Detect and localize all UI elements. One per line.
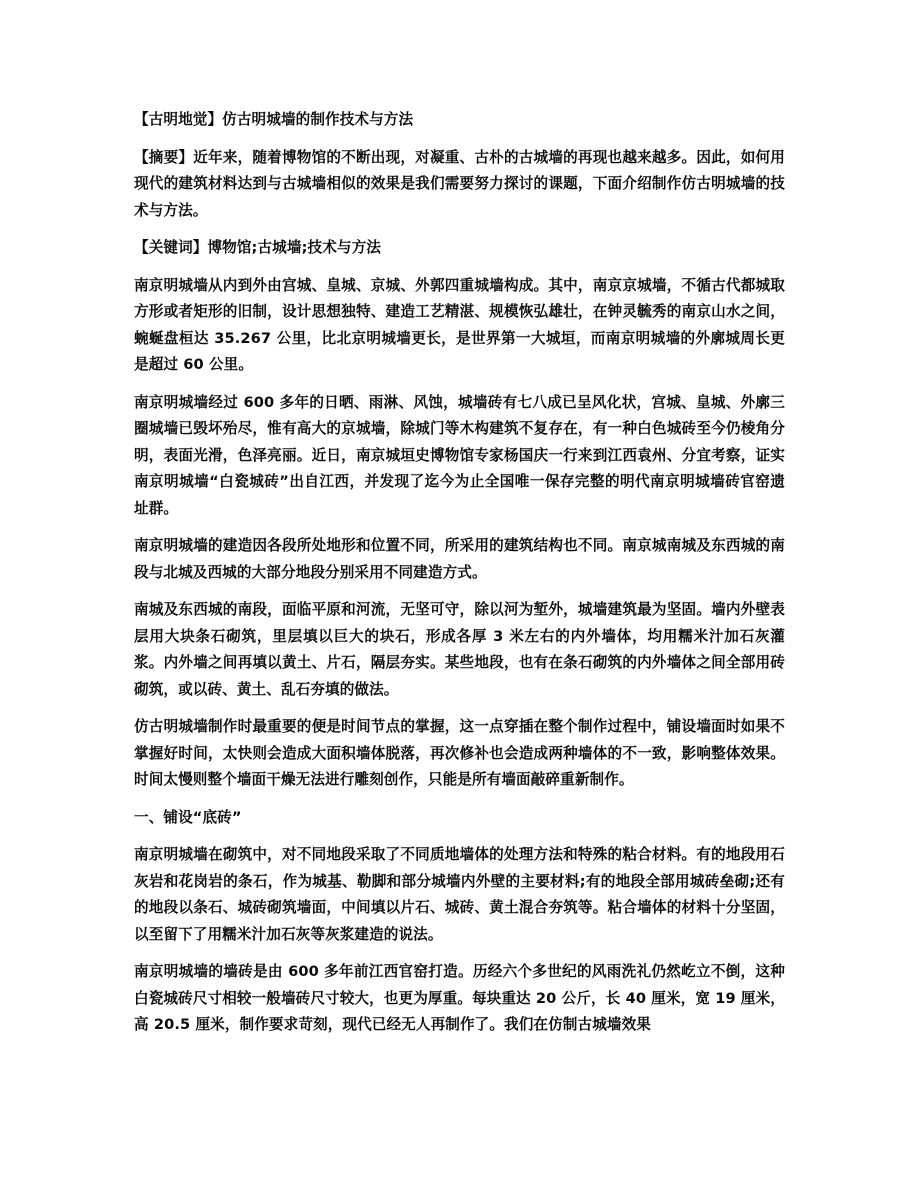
section-heading-1: 一、铺设“底砖”: [134, 808, 242, 826]
section-paragraph-1: 南京明城墙在砌筑中，对不同地段采取了不同质地墙体的处理方法和特殊的粘合材料。有的地段用石灰岩和花岗岩的条石，作为城基、勒脚和部分城墙内外壁的主要材料;有的地段全部用城砖垒砌;还有的地段以条石、城砖砌筑墙面，中间填以片石、城砖、黄土混合夯筑等。粘合墙体的材料十分坚固，以至留下了用糯米汁加石灰等灰浆建造的说法。: [134, 846, 785, 943]
body-paragraph-2: 南京明城墙经过 600 多年的日晒、雨淋、风蚀，城墙砖有七八成已呈风化状，宫城、皇城、外廓三圈城墙已毁坏殆尽，惟有高大的京城墙，除城门等木构建筑不复存在，有一种白色城砖至今仍棱角分明，表面光滑，色泽亮丽。近日，南京城垣史博物馆专家杨国庆一行来到江西袁州、分宜考察，证实南京明城墙“白瓷城砖”出自江西，并发现了迄今为止全国唯一保存完整的明代南京明城墙砖官窑遗址群。: [134, 393, 785, 517]
body-paragraph-4: 南城及东西城的南段，面临平原和河流，无坚可守，除以河为堑外，城墙建筑最为坚固。墙内外壁表层用大块条石砌筑，里层填以巨大的块石，形成各厚 3 米左右的内外墙体，均用糯米汁加石灰灌浆。内外墙之间再填以黄土、片石，隔层夯实。某些地段，也有在条石砌筑的内外墙体之间全部用砖砌筑，或以砖、黄土、乱石夯填的做法。: [134, 601, 785, 698]
abstract-paragraph: 【摘要】近年来，随着博物馆的不断出现，对凝重、古朴的古城墙的再现也越来越多。因此，如何用现代的建筑材料达到与古城墙相似的效果是我们需要努力探讨的课题，下面介绍制作仿古明城墙的技术与方法。: [134, 148, 785, 219]
body-paragraph-3: 南京明城墙的建造因各段所处地形和位置不同，所采用的建筑结构也不同。南京城南城及东西城的南段与北城及西城的大部分地段分别采用不同建造方式。: [134, 537, 785, 581]
document-body: [134, 107, 785, 1039]
body-paragraph-5: 仿古明城墙制作时最重要的便是时间节点的掌握，这一点穿插在整个制作过程中，铺设墙面时如果不掌握好时间，太快则会造成大面积墙体脱落，再次修补也会造成两种墙体的不一致，影响整体效果。时间太慢则整个墙面干燥无法进行雕刻创作，只能是所有墙面敲碎重新制作。: [134, 718, 785, 788]
body-paragraph-1: 南京明城墙从内到外由宫城、皇城、京城、外郭四重城墙构成。其中，南京京城墙，不循古代都城取方形或者矩形的旧制，设计思想独特、建造工艺精湛、规模恢弘雄壮，在钟灵毓秀的南京山水之间，蜿蜒盘桓达 35.267 公里，比北京明城墙更长，是世界第一大城垣，而南京明城墙的外廓城周长更是超过 60 公里。: [134, 276, 785, 373]
keywords-paragraph: 【关键词】博物馆;古城墙;技术与方法: [134, 239, 381, 256]
section-paragraph-2: 南京明城墙的墙砖是由 600 多年前江西官窑打造。历经六个多世纪的风雨洗礼仍然屹立不倒，这种白瓷城砖尺寸相较一般墙砖尺寸较大，也更为厚重。每块重达 20 公斤，长 40 厘米，宽 19 厘米，高 20.5 厘米，制作要求苛刻，现代已经无人再制作了。我们在仿制古城墙效果: [134, 963, 785, 1033]
document-title: 【古明地觉】仿古明城墙的制作技术与方法: [134, 111, 414, 128]
